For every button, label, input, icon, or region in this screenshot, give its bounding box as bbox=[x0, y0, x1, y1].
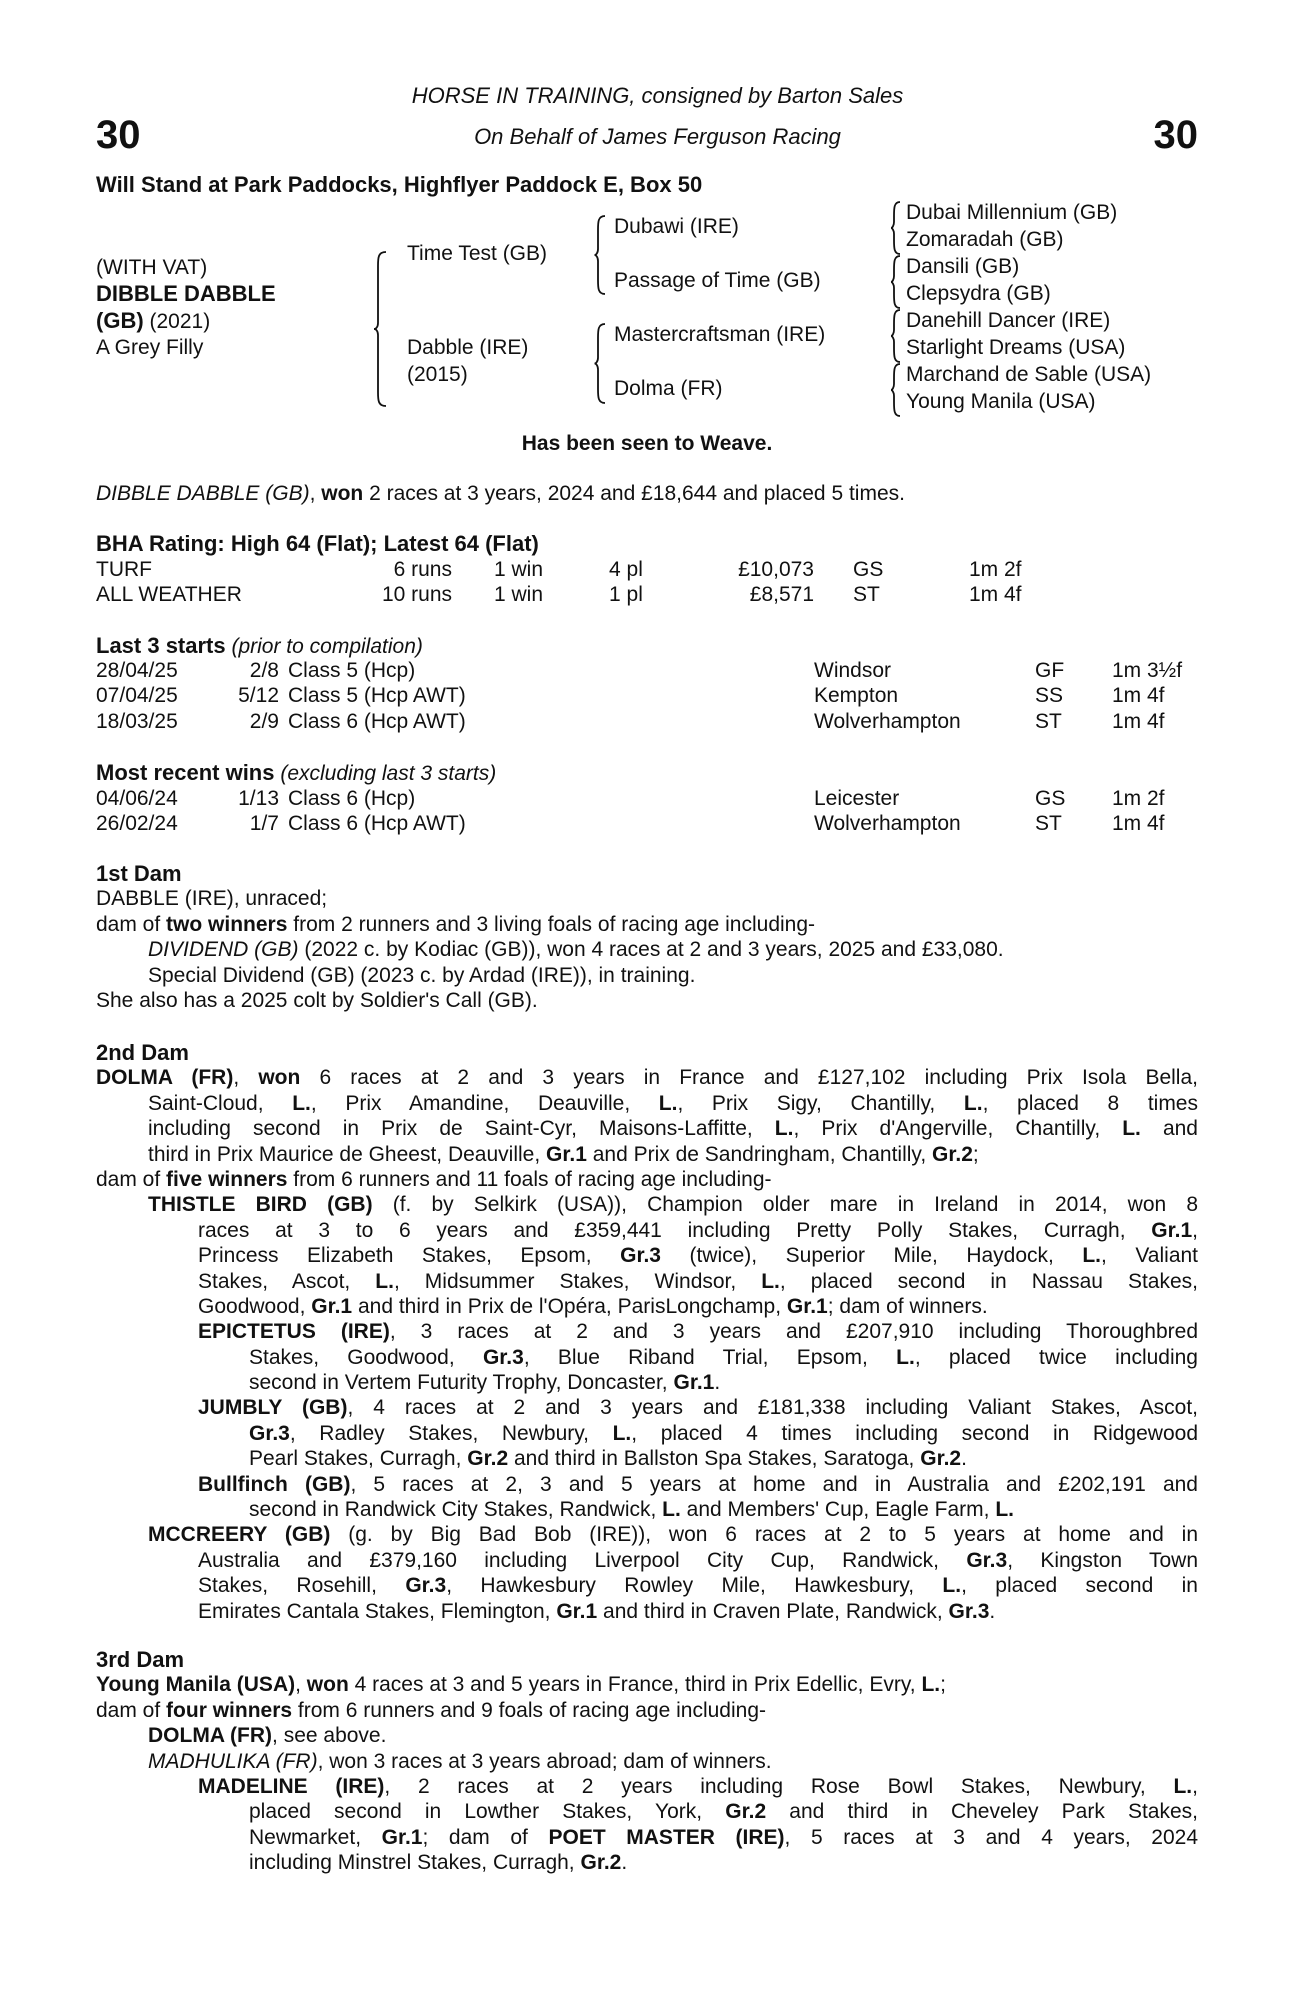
horse-year: (2021) bbox=[149, 310, 211, 333]
text: second in Randwick City Stakes, Randwick, bbox=[249, 1498, 663, 1522]
horse-country: (GB) bbox=[96, 308, 144, 333]
text: , 2 races at 2 years including Rose Bowl Stakes, Newbury, bbox=[384, 1774, 1174, 1798]
prize-money: £8,571 bbox=[749, 583, 814, 606]
text: ; bbox=[972, 1142, 979, 1166]
lot-number-left: 30 bbox=[96, 113, 141, 157]
race-pos: 1/7 bbox=[249, 812, 279, 836]
dam-sire: Mastercraftsman (IRE) bbox=[614, 323, 826, 346]
race-dist: 1m 2f bbox=[1112, 787, 1165, 810]
bold-text: Gr.1 bbox=[381, 1825, 423, 1849]
sire-sire: Dubawi (IRE) bbox=[614, 215, 739, 238]
text-line bbox=[198, 1319, 1198, 1344]
text: , Midsummer Stakes, Windsor, bbox=[393, 1269, 762, 1293]
text: , placed second in Nassau Stakes, bbox=[779, 1269, 1198, 1293]
prize-money: £10,073 bbox=[738, 558, 814, 581]
text: , Blue Riband Trial, Epsom, bbox=[523, 1345, 897, 1369]
best-distance: 1m 2f bbox=[969, 558, 1022, 581]
bold-text: Gr.3 bbox=[620, 1244, 661, 1268]
text: third in Prix Maurice de Gheest, Deauville, bbox=[148, 1142, 547, 1166]
text-line bbox=[148, 963, 1198, 988]
horse-description: A Grey Filly bbox=[96, 336, 204, 359]
text-line bbox=[148, 937, 1198, 962]
text: , placed 4 times including second in Ridgewood bbox=[631, 1421, 1198, 1445]
bold-text: Gr.1 bbox=[546, 1142, 587, 1166]
ancestor-dds: Marchand de Sable (USA) bbox=[906, 363, 1152, 386]
text-line bbox=[96, 886, 1198, 911]
text-line bbox=[249, 1850, 1198, 1875]
first-dam-section bbox=[0, 861, 1315, 1013]
text: including Minstrel Stakes, Curragh, bbox=[249, 1851, 581, 1875]
race-going: ST bbox=[1035, 709, 1062, 733]
surface: ALL WEATHER bbox=[96, 583, 242, 606]
text: , Prix Amandine, Deauville, bbox=[310, 1091, 659, 1115]
text-line bbox=[198, 1294, 1198, 1319]
bold-text: L. bbox=[658, 1091, 678, 1115]
stand-location: Will Stand at Park Paddocks, Highflyer Paddock E, Box 50 bbox=[96, 172, 703, 197]
text: Special Dividend (GB) (2023 c. by Ardad (IRE)), in training. bbox=[148, 963, 696, 987]
text: , Prix Sigy, Chantilly, bbox=[677, 1091, 964, 1115]
race-race: Class 6 (Hcp) bbox=[288, 787, 416, 810]
text-line bbox=[198, 1269, 1198, 1294]
text-line bbox=[96, 988, 1198, 1013]
brace-icon bbox=[891, 256, 900, 308]
text: Newmarket, bbox=[249, 1825, 382, 1849]
bold-text: won bbox=[258, 1066, 301, 1090]
text: and Members' Cup, Eagle Farm, bbox=[680, 1498, 996, 1522]
best-going: ST bbox=[853, 583, 880, 606]
bold-text: L. bbox=[375, 1269, 394, 1293]
race-race: Class 6 (Hcp AWT) bbox=[288, 812, 466, 836]
first-dam-text bbox=[0, 886, 1315, 1013]
summary-horse-name: DIBBLE DABBLE (GB) bbox=[96, 482, 310, 505]
vet-note: Has been seen to Weave. bbox=[521, 432, 773, 455]
text-line bbox=[198, 1573, 1198, 1598]
race-going: ST bbox=[1035, 812, 1062, 836]
race-race: Class 5 (Hcp) bbox=[288, 659, 416, 682]
race-pos: 1/13 bbox=[238, 787, 279, 810]
race-dist: 1m 4f bbox=[1112, 812, 1165, 836]
third-dam-text bbox=[0, 1672, 1315, 1875]
race-date: 28/04/25 bbox=[96, 659, 178, 682]
text-line bbox=[148, 1723, 1198, 1748]
bold-text: Gr.1 bbox=[311, 1294, 353, 1318]
text-line bbox=[198, 1218, 1198, 1243]
text: , Hawkesbury Rowley Mile, Hawkesbury, bbox=[446, 1574, 943, 1598]
text-line bbox=[96, 1672, 1198, 1697]
text-line bbox=[249, 1370, 1198, 1395]
text: Stakes, Goodwood, bbox=[249, 1345, 483, 1369]
vat-label: (WITH VAT) bbox=[96, 256, 208, 279]
bold-text: Young Manila (USA) bbox=[96, 1673, 296, 1697]
text: , bbox=[295, 1673, 307, 1697]
text: races at 3 to 6 years and £359,441 including Pretty Polly Stakes, Curragh, bbox=[198, 1218, 1152, 1242]
last-starts-title: Last 3 starts bbox=[96, 633, 226, 658]
bold-text: L. bbox=[761, 1269, 780, 1293]
horse-name: DIBBLE DABBLE bbox=[96, 281, 276, 306]
text: , won 3 races at 3 years abroad; dam of winners. bbox=[317, 1749, 772, 1773]
text: Emirates Cantala Stakes, Flemington, bbox=[198, 1599, 557, 1623]
text: , 5 races at 3 and 4 years, 2024 bbox=[784, 1825, 1198, 1849]
text: dam of bbox=[96, 1698, 167, 1722]
text: , bbox=[233, 1066, 259, 1090]
runs: 6 runs bbox=[393, 558, 452, 581]
bold-text: DOLMA (FR) bbox=[148, 1724, 273, 1748]
ancestor-ddd: Young Manila (USA) bbox=[906, 390, 1096, 413]
text-line bbox=[249, 1825, 1198, 1850]
bold-text: Gr.1 bbox=[556, 1599, 598, 1623]
ancestor-dsd: Starlight Dreams (USA) bbox=[906, 336, 1126, 359]
second-dam-section bbox=[0, 1040, 1315, 1624]
brace-icon bbox=[595, 216, 606, 294]
brace-icon bbox=[891, 202, 900, 254]
race-race: Class 5 (Hcp AWT) bbox=[288, 684, 466, 708]
bold-text: L. bbox=[1082, 1244, 1102, 1268]
bold-text: Gr.1 bbox=[1151, 1218, 1193, 1242]
text: , Prix d'Angerville, Chantilly, bbox=[793, 1117, 1123, 1141]
text: . bbox=[621, 1851, 628, 1875]
bold-text: Gr.3 bbox=[948, 1599, 990, 1623]
text: 4 races at 3 and 5 years in France, third in Prix Edellic, Evry, bbox=[348, 1673, 922, 1697]
text: dam of bbox=[96, 1167, 167, 1191]
text: 6 races at 2 and 3 years in France and £127,102 including Prix Isola Bella, bbox=[300, 1066, 1198, 1090]
last-starts-subtitle: (prior to compilation) bbox=[231, 635, 423, 658]
lot-number-right: 30 bbox=[1153, 113, 1198, 157]
text-line bbox=[148, 1142, 1198, 1167]
placed: 4 pl bbox=[609, 558, 643, 581]
best-going: GS bbox=[853, 558, 884, 581]
bold-text: Gr.3 bbox=[482, 1345, 524, 1369]
race-pos: 2/9 bbox=[249, 709, 279, 733]
text-line bbox=[96, 1698, 1198, 1723]
race-going: GS bbox=[1035, 787, 1066, 810]
text: She also has a 2025 colt by Soldier's Call (GB). bbox=[96, 988, 538, 1012]
text: from 6 runners and 11 foals of racing age including- bbox=[287, 1167, 772, 1191]
brace-icon bbox=[891, 310, 900, 362]
bold-text: EPICTETUS (IRE) bbox=[198, 1320, 390, 1344]
race-course: Wolverhampton bbox=[814, 812, 961, 836]
text-line bbox=[198, 1774, 1198, 1799]
bold-text: JUMBLY (GB) bbox=[198, 1396, 348, 1420]
race-going: SS bbox=[1035, 684, 1064, 708]
bold-text: Gr.2 bbox=[467, 1447, 509, 1471]
bold-text: two winners bbox=[166, 912, 288, 936]
bold-text: L. bbox=[1122, 1117, 1141, 1141]
ancestor-ssd: Zomaradah (GB) bbox=[906, 228, 1064, 251]
text: DABBLE (IRE), unraced; bbox=[96, 887, 328, 911]
bold-text: Gr.3 bbox=[405, 1574, 447, 1598]
third-dam-title: 3rd Dam bbox=[96, 1647, 185, 1672]
ancestor-sdd: Clepsydra (GB) bbox=[906, 282, 1051, 305]
horse-origin-year bbox=[96, 308, 210, 334]
bold-text: Gr.1 bbox=[786, 1294, 828, 1318]
text-line bbox=[198, 1243, 1198, 1268]
text: , placed second in bbox=[961, 1574, 1198, 1598]
placed: 1 pl bbox=[609, 583, 643, 606]
italic-text: MADHULIKA (FR) bbox=[148, 1749, 318, 1773]
bold-text: POET MASTER (IRE) bbox=[548, 1825, 785, 1849]
race-course: Leicester bbox=[814, 787, 900, 810]
last-starts-heading bbox=[96, 633, 423, 659]
surface: TURF bbox=[96, 558, 152, 581]
text-line bbox=[249, 1799, 1198, 1824]
text: (2022 c. by Kodiac (GB)), won 4 races at 2 and 3 years, 2025 and £33,080. bbox=[298, 938, 1004, 962]
bold-text: L. bbox=[612, 1421, 632, 1445]
text: (f. by Selkirk (USA)), Champion older mare in Ireland in 2014, won 8 bbox=[372, 1193, 1198, 1217]
dam: Dabble (IRE) bbox=[407, 336, 529, 359]
bold-text: L. bbox=[774, 1117, 794, 1141]
text: , see above. bbox=[272, 1724, 387, 1748]
race-pos: 5/12 bbox=[238, 684, 279, 708]
text: Pearl Stakes, Curragh, bbox=[249, 1447, 468, 1471]
race-date: 07/04/25 bbox=[96, 684, 178, 708]
text: and third in Prix de l'Opéra, ParisLongchamp, bbox=[352, 1294, 787, 1318]
bold-text: Gr.2 bbox=[725, 1800, 767, 1824]
brace-icon bbox=[891, 364, 900, 416]
text-line bbox=[148, 1749, 1198, 1774]
sire-dam: Passage of Time (GB) bbox=[614, 269, 821, 292]
text: Australia and £379,160 including Liverpool City Cup, Randwick, bbox=[198, 1548, 967, 1572]
race-race: Class 6 (Hcp AWT) bbox=[288, 709, 466, 733]
bold-text: Gr.2 bbox=[920, 1447, 962, 1471]
bold-text: Gr.3 bbox=[249, 1421, 290, 1445]
text: Stakes, Rosehill, bbox=[198, 1574, 406, 1598]
bold-text: Gr.1 bbox=[673, 1371, 715, 1395]
text-line bbox=[249, 1345, 1198, 1370]
consignment-line: HORSE IN TRAINING, consigned by Barton Sales bbox=[411, 83, 904, 108]
bold-text: L. bbox=[1173, 1774, 1193, 1798]
text: . bbox=[989, 1599, 996, 1623]
race-dist: 1m 4f bbox=[1112, 709, 1165, 733]
text: Goodwood, bbox=[198, 1294, 312, 1318]
text: including second in Prix de Saint-Cyr, Maisons-Laffitte, bbox=[148, 1117, 775, 1141]
ancestor-dss: Danehill Dancer (IRE) bbox=[906, 309, 1111, 332]
summary-text: 2 races at 3 years, 2024 and £18,644 and placed 5 times. bbox=[369, 482, 905, 505]
first-dam-title: 1st Dam bbox=[96, 861, 182, 886]
text-line bbox=[249, 1421, 1198, 1446]
wins: 1 win bbox=[494, 558, 544, 581]
text-line bbox=[96, 1065, 1198, 1090]
bha-rating-title: BHA Rating: High 64 (Flat); Latest 64 (Flat) bbox=[96, 531, 539, 556]
brace-icon bbox=[595, 324, 606, 403]
text: , placed twice including bbox=[914, 1345, 1198, 1369]
text: and third in Cheveley Park Stakes, bbox=[766, 1800, 1198, 1824]
text: and bbox=[1140, 1117, 1198, 1141]
sire: Time Test (GB) bbox=[407, 242, 548, 265]
ancestor-sds: Dansili (GB) bbox=[906, 255, 1020, 278]
text: Princess Elizabeth Stakes, Epsom, bbox=[198, 1244, 621, 1268]
text: , Valiant bbox=[1101, 1244, 1198, 1268]
text: ; bbox=[940, 1673, 946, 1697]
text: dam of bbox=[96, 912, 167, 936]
text: and third in Craven Plate, Randwick, bbox=[597, 1599, 949, 1623]
text-line bbox=[96, 912, 1198, 937]
text: second in Vertem Futurity Trophy, Doncaster, bbox=[249, 1371, 674, 1395]
best-distance: 1m 4f bbox=[969, 583, 1022, 606]
text-line bbox=[96, 1167, 1198, 1192]
text: , bbox=[1192, 1218, 1198, 1242]
bold-text: L. bbox=[942, 1574, 962, 1598]
bold-text: Bullfinch (GB) bbox=[198, 1472, 351, 1496]
bold-text: MCCREERY (GB) bbox=[148, 1523, 331, 1547]
recent-wins-subtitle: (excluding last 3 starts) bbox=[280, 762, 497, 785]
text-line bbox=[148, 1091, 1198, 1116]
text: . bbox=[961, 1447, 967, 1471]
text: Saint-Cloud, bbox=[148, 1091, 293, 1115]
text: , Kingston Town bbox=[1007, 1548, 1198, 1572]
race-pos: 2/8 bbox=[249, 659, 279, 682]
bold-text: L. bbox=[963, 1091, 983, 1115]
bold-text: L. bbox=[292, 1091, 311, 1115]
bold-text: Gr.2 bbox=[580, 1851, 622, 1875]
text-line bbox=[249, 1497, 1198, 1522]
bold-text: L. bbox=[921, 1673, 941, 1697]
race-date: 26/02/24 bbox=[96, 812, 178, 836]
text-line bbox=[148, 1116, 1198, 1141]
text: , 5 races at 2, 3 and 5 years at home and in Australia and £202,191 and bbox=[350, 1472, 1198, 1496]
bold-text: L. bbox=[662, 1498, 681, 1522]
bold-text: five winners bbox=[166, 1167, 288, 1191]
text-line bbox=[198, 1548, 1198, 1573]
italic-text: DIVIDEND (GB) bbox=[148, 938, 299, 962]
bold-text: L. bbox=[896, 1345, 915, 1369]
dam-year: (2015) bbox=[407, 363, 468, 386]
race-going: GF bbox=[1035, 659, 1065, 682]
text: ; dam of bbox=[422, 1825, 549, 1849]
text: (twice), Superior Mile, Haydock, bbox=[660, 1244, 1083, 1268]
text-line bbox=[198, 1599, 1198, 1624]
bold-text: DOLMA (FR) bbox=[96, 1066, 234, 1090]
third-dam-section bbox=[0, 1647, 1315, 1876]
race-date: 04/06/24 bbox=[96, 787, 178, 810]
text: . bbox=[714, 1371, 721, 1395]
recent-wins-title: Most recent wins bbox=[96, 760, 275, 785]
second-dam-text bbox=[0, 1065, 1315, 1624]
runs: 10 runs bbox=[381, 583, 452, 606]
vendor-line: On Behalf of James Ferguson Racing bbox=[474, 124, 841, 149]
brace-icon bbox=[374, 252, 386, 406]
race-date: 18/03/25 bbox=[96, 709, 178, 733]
text: (g. by Big Bad Bob (IRE)), won 6 races at 2 to 5 years at home and in bbox=[330, 1523, 1198, 1547]
text-line bbox=[249, 1446, 1198, 1471]
text-line bbox=[198, 1395, 1198, 1420]
text: , bbox=[1192, 1774, 1198, 1798]
bold-text: THISTLE BIRD (GB) bbox=[148, 1193, 373, 1217]
text-line bbox=[148, 1522, 1198, 1547]
text: from 6 runners and 9 foals of racing age including- bbox=[292, 1698, 766, 1722]
bold-text: MADELINE (IRE) bbox=[198, 1774, 385, 1798]
text: from 2 runners and 3 living foals of racing age including- bbox=[287, 912, 816, 936]
text: ; dam of winners. bbox=[827, 1294, 988, 1318]
race-course: Windsor bbox=[814, 659, 892, 682]
text: , 4 races at 2 and 3 years and £181,338 including Valiant Stakes, Ascot, bbox=[347, 1396, 1198, 1420]
text: placed second in Lowther Stakes, York, bbox=[249, 1800, 726, 1824]
race-course: Wolverhampton bbox=[814, 709, 961, 733]
bold-text: won bbox=[306, 1673, 349, 1697]
text: and third in Ballston Spa Stakes, Saratoga, bbox=[508, 1447, 921, 1471]
race-dist: 1m 3½f bbox=[1112, 659, 1183, 682]
recent-wins-heading bbox=[96, 760, 496, 786]
bold-text: L. bbox=[995, 1498, 1014, 1522]
bold-text: Gr.3 bbox=[966, 1548, 1008, 1572]
text: and Prix de Sandringham, Chantilly, bbox=[586, 1142, 933, 1166]
ancestor-sss: Dubai Millennium (GB) bbox=[906, 201, 1118, 224]
text-line bbox=[198, 1472, 1198, 1497]
text: , 3 races at 2 and 3 years and £207,910 including Thoroughbred bbox=[389, 1320, 1198, 1344]
text: Stakes, Ascot, bbox=[198, 1269, 376, 1293]
second-dam-title: 2nd Dam bbox=[96, 1040, 189, 1065]
summary-won: won bbox=[321, 482, 364, 505]
text: , placed 8 times bbox=[982, 1091, 1198, 1115]
race-summary bbox=[96, 481, 905, 506]
text: , Radley Stakes, Newbury, bbox=[289, 1421, 613, 1445]
summary-sep: , bbox=[309, 482, 316, 505]
bold-text: four winners bbox=[166, 1698, 293, 1722]
bold-text: Gr.2 bbox=[932, 1142, 973, 1166]
race-dist: 1m 4f bbox=[1112, 684, 1165, 708]
race-course: Kempton bbox=[814, 684, 899, 708]
text-line bbox=[148, 1192, 1198, 1217]
dam-dam: Dolma (FR) bbox=[614, 377, 723, 400]
wins: 1 win bbox=[494, 583, 544, 606]
